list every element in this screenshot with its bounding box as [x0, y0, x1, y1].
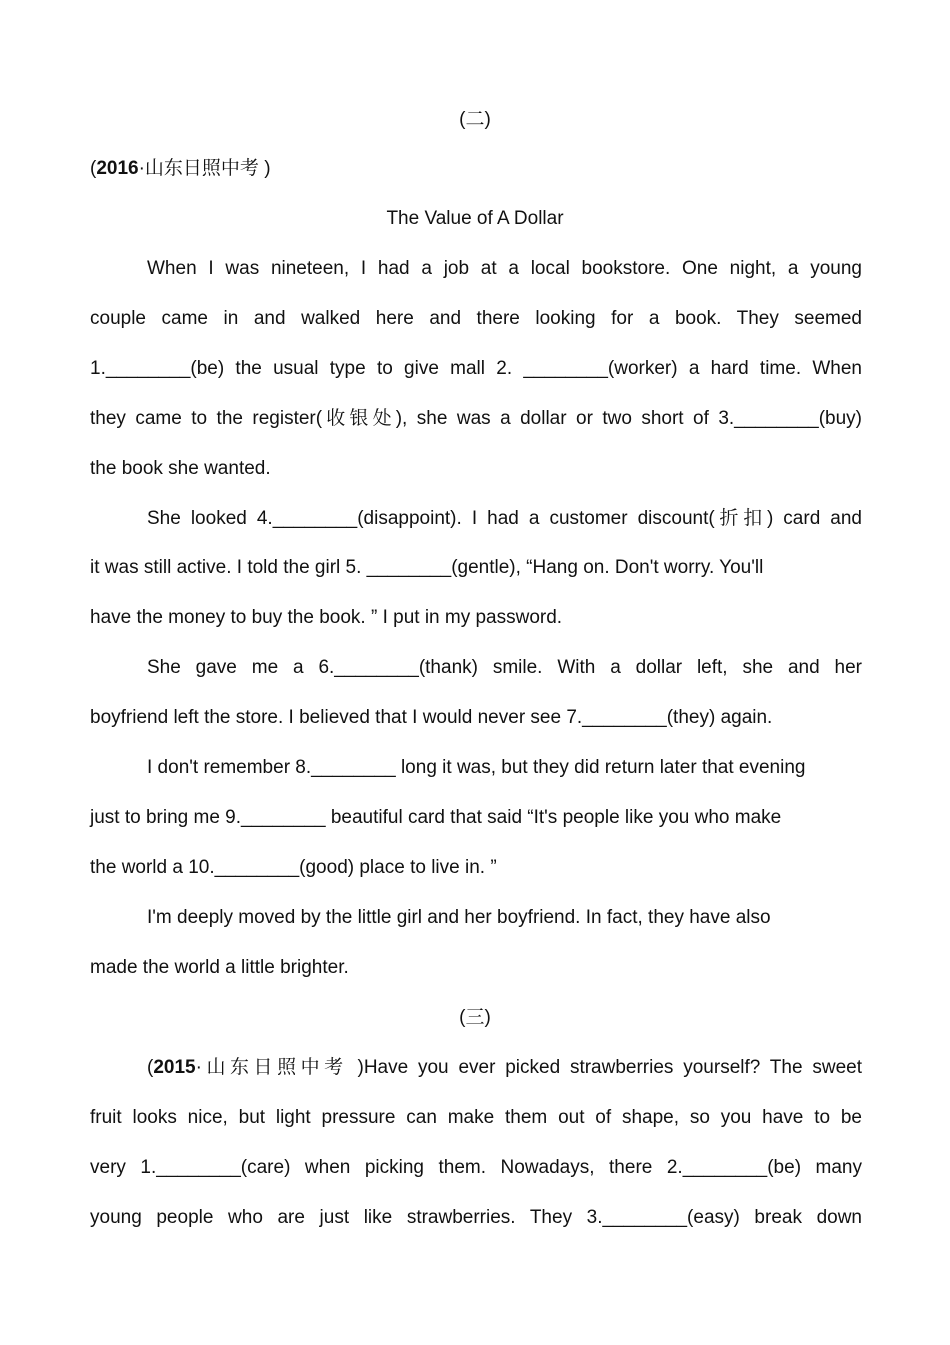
source-label-2015: [147, 1056, 862, 1080]
source-year: 2016: [96, 158, 139, 179]
passage-line: fruit looks nice, but light pressure can make them out of shape, so you have to be: [90, 1107, 862, 1128]
section-heading-2: (二): [459, 109, 491, 130]
passage-line: the book she wanted.: [90, 458, 271, 479]
source-year: 2015: [153, 1057, 196, 1078]
section-heading-3: (三): [459, 1007, 491, 1028]
source-rest: ·山东日照中考 ): [138, 158, 271, 179]
passage-line: have the money to buy the book. ” I put in my password.: [90, 607, 563, 628]
source-open: (: [90, 158, 97, 179]
passage-line: young people who are just like strawberries. They 3.________(easy) break down: [90, 1207, 862, 1228]
passage-line: it was still active. I told the girl 5. ________(gentle), “Hang on. Don't worry. You'll: [90, 557, 764, 578]
passage-line: I don't remember 8.________ long it was, but they did return later that evening: [147, 757, 806, 778]
passage-line: 1.________(be) the usual type to give mall 2. ________(worker) a hard time. When: [90, 358, 862, 379]
passage-line: the world a 10.________(good) place to live in. ”: [90, 857, 497, 878]
source-label-2016: [90, 157, 271, 181]
passage-line: couple came in and walked here and there looking for a book. They seemed: [90, 308, 862, 329]
passage-line: She gave me a 6.________(thank) smile. With a dollar left, she and her: [147, 657, 862, 678]
passage-line: they came to the register(收银处), she was a dollar or two short of 3.________(buy): [90, 408, 862, 429]
passage-line: very 1.________(care) when picking them. Nowadays, there 2.________(be) many: [90, 1157, 862, 1178]
source-rest: ·山东日照中考 )Have you ever picked strawberries yourself? The sweet: [195, 1057, 862, 1078]
passage-line: just to bring me 9.________ beautiful card that said “It's people like you who make: [90, 807, 782, 828]
passage-line: I'm deeply moved by the little girl and her boyfriend. In fact, they have also: [147, 907, 771, 928]
source-open: (: [147, 1057, 154, 1078]
passage-title: The Value of A Dollar: [386, 208, 564, 229]
passage-line: made the world a little brighter.: [90, 957, 349, 978]
passage-line: boyfriend left the store. I believed that I would never see 7.________(they) again.: [90, 707, 773, 728]
passage-line: She looked 4.________(disappoint). I had a customer discount(折扣) card and: [147, 508, 862, 529]
passage-line: When I was nineteen, I had a job at a local bookstore. One night, a young: [147, 258, 862, 279]
